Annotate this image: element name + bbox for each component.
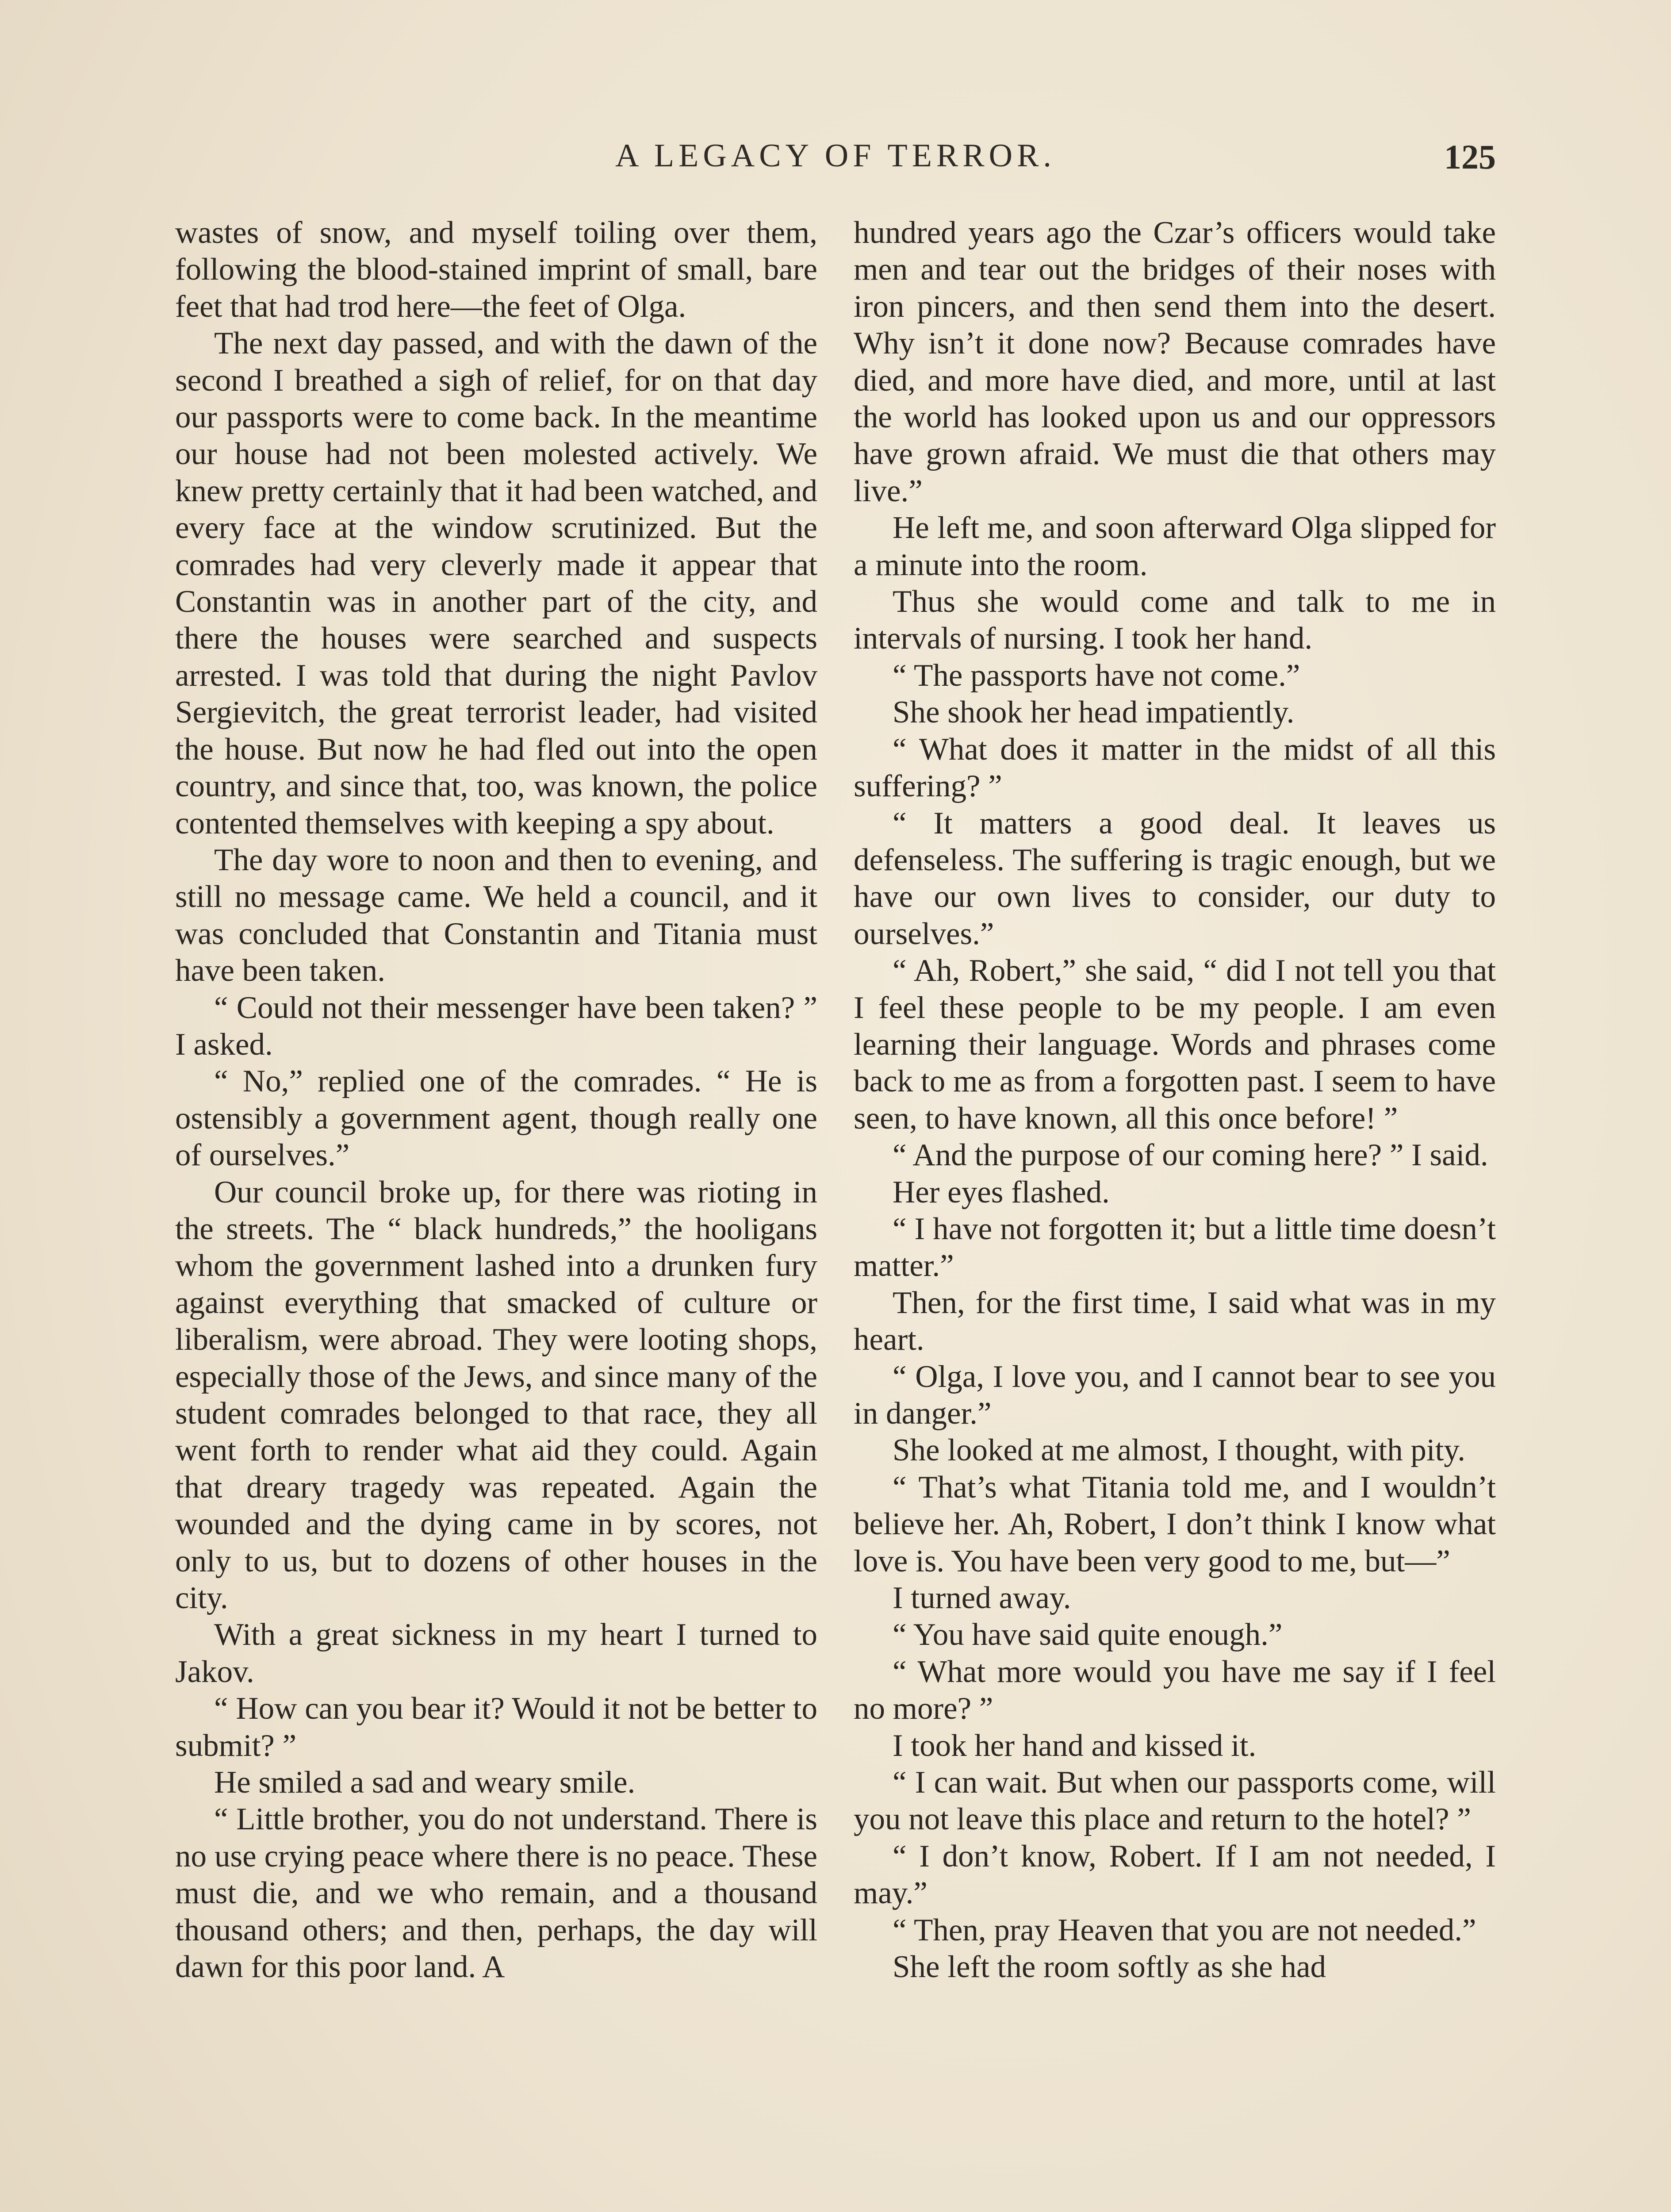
paragraph: “ How can you bear it? Would it not be better to submit? ” bbox=[175, 1691, 817, 1763]
paragraph: “ That’s what Titania told me, and I wouldn’t believe her. Ah, Robert, I don’t think I know what love is. You have been very good to me, but—” bbox=[854, 1470, 1496, 1578]
paragraph: “ Then, pray Heaven that you are not needed.” bbox=[893, 1912, 1476, 1947]
left-column bbox=[175, 215, 817, 2212]
paragraph: “ Little brother, you do not understand. There is no use crying peace where there is no peace. These must die, and we who remain, and a thousand thousand others; and then, perhaps, the day will dawn for this poor land. A bbox=[175, 1802, 817, 1985]
paragraph: She looked at me almost, I thought, with pity. bbox=[893, 1433, 1465, 1468]
paragraph: “ What does it matter in the midst of all this suffering? ” bbox=[854, 732, 1496, 804]
paragraph: Our council broke up, for there was rioting in the streets. The “ black hundreds,” the hooligans whom the government lashed into a drunken fury against everything that smacked of culture or liberalism, were abroad. They were looting shops, especially those of the Jews, and since many of the student comrades belonged to that race, they all went forth to render what aid they could. Again that dreary tragedy was repeated. Again the wounded and the dying came in by scores, not only to us, but to dozens of other houses in the city. bbox=[175, 1175, 817, 1616]
right-column bbox=[854, 215, 1496, 2212]
paragraph: hundred years ago the Czar’s officers would take men and tear out the bridges of their noses with iron pincers, and then send them into the desert. Why isn’t it done now? Because comrades have died, and more have died, and more, until at last the world has looked upon us and our oppressors have grown afraid. We must die that others may live.” bbox=[854, 215, 1496, 508]
paragraph: “ Could not their messenger have been taken? ” I asked. bbox=[175, 990, 817, 1062]
paragraph: Then, for the first time, I said what was in my heart. bbox=[854, 1285, 1496, 1357]
paragraph: I turned away. bbox=[893, 1581, 1071, 1616]
page-header bbox=[175, 137, 1496, 186]
paragraph: Thus she would come and talk to me in intervals of nursing. I took her hand. bbox=[854, 584, 1496, 656]
paragraph: With a great sickness in my heart I turned to Jakov. bbox=[175, 1617, 817, 1689]
paragraph: “ No,” replied one of the comrades. “ He is ostensibly a government agent, though really one of ourselves.” bbox=[175, 1064, 817, 1173]
paragraph: “ The passports have not come.” bbox=[893, 658, 1300, 693]
paragraph: “ You have said quite enough.” bbox=[893, 1617, 1283, 1652]
paragraph: “ I don’t know, Robert. If I am not needed, I may.” bbox=[854, 1839, 1496, 1911]
paragraph: She shook her head impatiently. bbox=[893, 695, 1295, 730]
paragraph: I took her hand and kissed it. bbox=[893, 1728, 1257, 1763]
paragraph: He smiled a sad and weary smile. bbox=[214, 1765, 636, 1800]
running-title: A LEGACY OF TERROR. bbox=[615, 138, 1056, 174]
paragraph: “ And the purpose of our coming here? ” I said. bbox=[893, 1138, 1488, 1173]
paragraph: “ It matters a good deal. It leaves us defenseless. The suffering is tragic enough, but we have our own lives to consider, our duty to ourselves.” bbox=[854, 806, 1496, 951]
paragraph: “ What more would you have me say if I feel no more? ” bbox=[854, 1654, 1496, 1726]
paragraph: Her eyes flashed. bbox=[893, 1175, 1110, 1210]
paragraph: The day wore to noon and then to evening, and still no message came. We held a council, and it was concluded that Constantin and Titania must have been taken. bbox=[175, 842, 817, 988]
paragraph: “ I can wait. But when our passports come, will you not leave this place and return to the hotel? ” bbox=[854, 1765, 1496, 1837]
paragraph: She left the room softly as she had bbox=[893, 1950, 1326, 1985]
page-number: 125 bbox=[1444, 138, 1496, 176]
paragraph: “ I have not forgotten it; but a little time doesn’t matter.” bbox=[854, 1211, 1496, 1283]
paragraph: “ Ah, Robert,” she said, “ did I not tell you that I feel these people to be my people. I am even learning their language. Words and phrases come back to me as from a forgotten past. I seem to have seen, to have known, all this once before! ” bbox=[854, 953, 1496, 1136]
paragraph: He left me, and soon afterward Olga slipped for a minute into the room. bbox=[854, 511, 1496, 582]
paragraph: wastes of snow, and myself toiling over them, following the blood-stained imprint of small, bare feet that had trod here—the feet of Olga. bbox=[175, 215, 817, 324]
paragraph: The next day passed, and with the dawn of the second I breathed a sigh of relief, for on that day our passports were to come back. In the meantime our house had not been molested actively. We knew pretty certainly that it had been watched, and every face at the window scrutinized. But the comrades had very cleverly made it appear that Constantin was in another part of the city, and there the houses were searched and suspects arrested. I was told that during the night Pavlov Sergievitch, the great terrorist leader, had visited the house. But now he had fled out into the open country, and since that, too, was known, the police contented themselves with keeping a spy about. bbox=[175, 326, 817, 841]
paragraph: “ Olga, I love you, and I cannot bear to see you in danger.” bbox=[854, 1359, 1496, 1431]
